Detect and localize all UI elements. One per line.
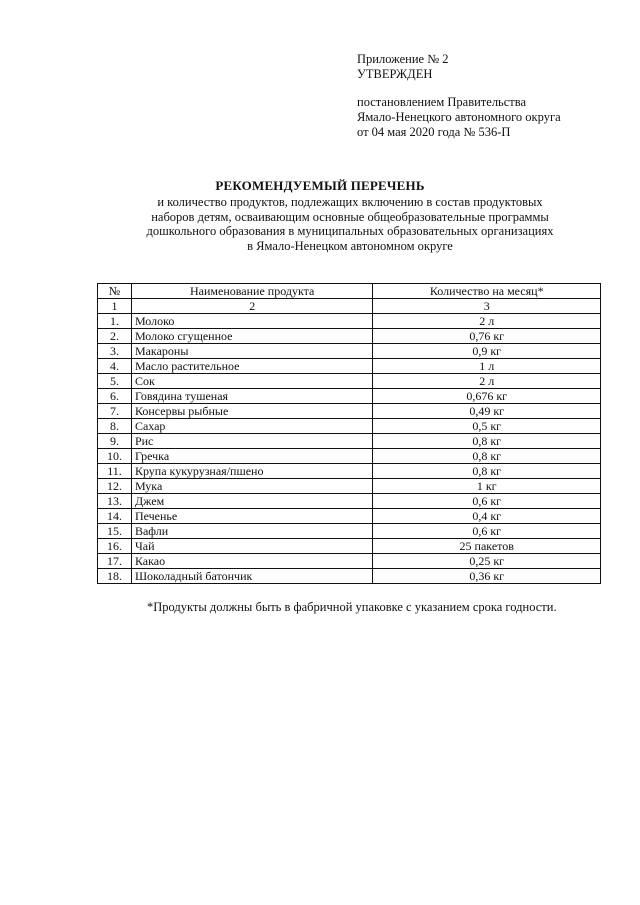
row-quantity: 0,36 кг xyxy=(373,569,601,584)
products-table xyxy=(97,283,601,584)
subtitle-line: наборов детям, осваивающим основные общеобразовательные программы xyxy=(151,209,549,224)
row-number: 15. xyxy=(98,524,132,539)
row-number: 17. xyxy=(98,554,132,569)
document-subtitle xyxy=(60,195,640,253)
row-product-name: Молоко xyxy=(131,314,373,329)
row-product-name: Мука xyxy=(131,479,373,494)
table-row xyxy=(98,449,601,464)
row-quantity: 0,9 кг xyxy=(373,344,601,359)
row-quantity: 0,8 кг xyxy=(373,434,601,449)
resolution-line-1: постановлением Правительства xyxy=(357,95,527,109)
row-product-name: Гречка xyxy=(131,449,373,464)
header-gap xyxy=(357,82,561,95)
row-quantity: 0,25 кг xyxy=(373,554,601,569)
table-row xyxy=(98,344,601,359)
header-number: № xyxy=(98,284,132,299)
table-row xyxy=(98,389,601,404)
table-row xyxy=(98,404,601,419)
row-number: 18. xyxy=(98,569,132,584)
table-row xyxy=(98,494,601,509)
resolution-line-3: от 04 мая 2020 года № 536-П xyxy=(357,125,511,139)
row-product-name: Вафли xyxy=(131,524,373,539)
row-product-name: Консервы рыбные xyxy=(131,404,373,419)
table-row xyxy=(98,359,601,374)
row-product-name: Макароны xyxy=(131,344,373,359)
row-product-name: Крупа кукурузная/пшено xyxy=(131,464,373,479)
row-quantity: 0,6 кг xyxy=(373,494,601,509)
row-number: 6. xyxy=(98,389,132,404)
table-body xyxy=(98,314,601,584)
row-product-name: Шоколадный батончик xyxy=(131,569,373,584)
row-quantity: 1 л xyxy=(373,359,601,374)
row-quantity: 0,676 кг xyxy=(373,389,601,404)
row-number: 5. xyxy=(98,374,132,389)
row-product-name: Печенье xyxy=(131,509,373,524)
row-product-name: Джем xyxy=(131,494,373,509)
row-quantity: 2 л xyxy=(373,314,601,329)
row-product-name: Чай xyxy=(131,539,373,554)
document-title: РЕКОМЕНДУЕМЫЙ ПЕРЕЧЕНЬ xyxy=(215,178,425,193)
row-quantity: 0,4 кг xyxy=(373,509,601,524)
row-number: 11. xyxy=(98,464,132,479)
row-number: 8. xyxy=(98,419,132,434)
row-number: 9. xyxy=(98,434,132,449)
row-product-name: Говядина тушеная xyxy=(131,389,373,404)
row-quantity: 0,5 кг xyxy=(373,419,601,434)
table-column-numbers-row xyxy=(98,299,601,314)
table-row xyxy=(98,329,601,344)
row-product-name: Сок xyxy=(131,374,373,389)
row-number: 12. xyxy=(98,479,132,494)
table-row xyxy=(98,569,601,584)
footnote: *Продукты должны быть в фабричной упаковке с указанием срока годности. xyxy=(147,600,557,614)
row-quantity: 0,76 кг xyxy=(373,329,601,344)
table-row xyxy=(98,554,601,569)
appendix-label: Приложение № 2 xyxy=(357,52,449,66)
row-number: 2. xyxy=(98,329,132,344)
row-number: 7. xyxy=(98,404,132,419)
subtitle-line: дошкольного образования в муниципальных образовательных организациях xyxy=(146,224,554,238)
table-row xyxy=(98,509,601,524)
row-quantity: 0,8 кг xyxy=(373,464,601,479)
row-quantity: 0,6 кг xyxy=(373,524,601,539)
column-number: 1 xyxy=(98,299,132,314)
table-row xyxy=(98,419,601,434)
row-product-name: Молоко сгущенное xyxy=(131,329,373,344)
header-product-name: Наименование продукта xyxy=(131,284,373,299)
row-number: 1. xyxy=(98,314,132,329)
row-product-name: Масло растительное xyxy=(131,359,373,374)
table-row xyxy=(98,539,601,554)
approval-header xyxy=(357,52,561,140)
row-number: 13. xyxy=(98,494,132,509)
table-row xyxy=(98,314,601,329)
row-quantity: 1 кг xyxy=(373,479,601,494)
table-row xyxy=(98,434,601,449)
subtitle-line: в Ямало-Ненецком автономном округе xyxy=(247,238,453,253)
row-number: 16. xyxy=(98,539,132,554)
table-row xyxy=(98,374,601,389)
row-quantity: 0,8 кг xyxy=(373,449,601,464)
header-quantity: Количество на месяц* xyxy=(373,284,601,299)
row-number: 10. xyxy=(98,449,132,464)
table-row xyxy=(98,479,601,494)
row-product-name: Какао xyxy=(131,554,373,569)
table-row xyxy=(98,524,601,539)
table-row xyxy=(98,464,601,479)
row-number: 3. xyxy=(98,344,132,359)
resolution-line-2: Ямало-Ненецкого автономного округа xyxy=(357,110,561,124)
column-number: 2 xyxy=(131,299,373,314)
row-number: 14. xyxy=(98,509,132,524)
row-quantity: 2 л xyxy=(373,374,601,389)
subtitle-line: и количество продуктов, подлежащих включению в состав продуктовых xyxy=(157,195,543,209)
column-number: 3 xyxy=(373,299,601,314)
row-quantity: 25 пакетов xyxy=(373,539,601,554)
table-header-row xyxy=(98,284,601,299)
row-quantity: 0,49 кг xyxy=(373,404,601,419)
row-product-name: Рис xyxy=(131,434,373,449)
row-product-name: Сахар xyxy=(131,419,373,434)
approved-label: УТВЕРЖДЕН xyxy=(357,67,433,81)
row-number: 4. xyxy=(98,359,132,374)
